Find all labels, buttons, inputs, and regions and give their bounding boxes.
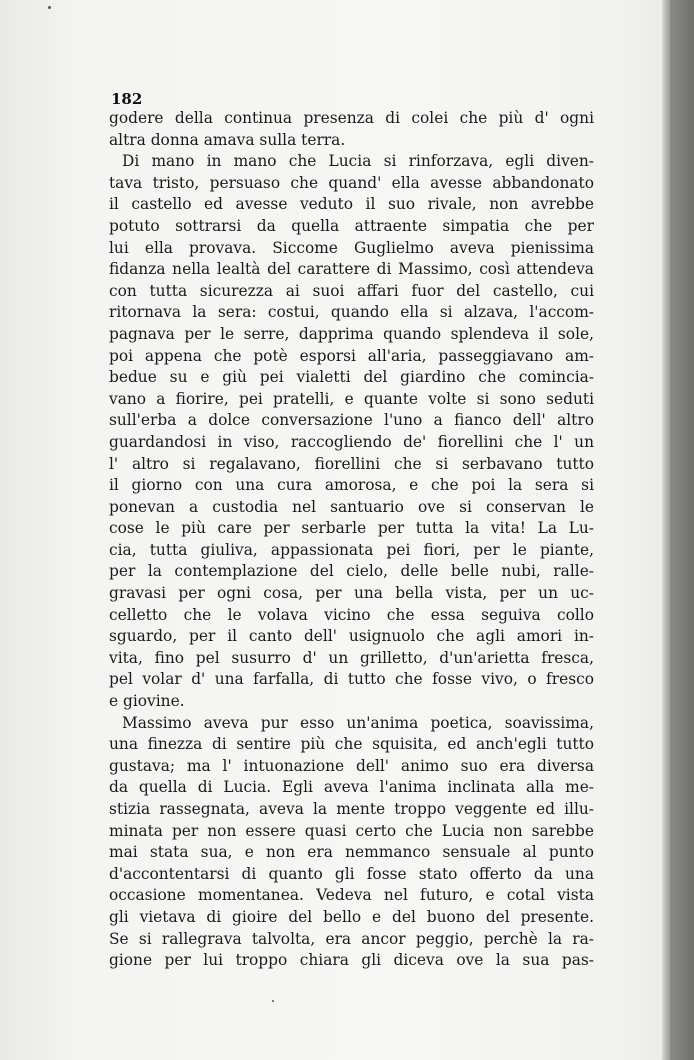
page-text-block — [109, 90, 594, 972]
text-line: vano a fiorire, pei pratelli, e quante volte si sono seduti — [109, 389, 594, 408]
paper-speck — [272, 1000, 274, 1002]
text-line: il giorno con una cura amorosa, e che poi la sera si — [109, 476, 594, 495]
text-line: il castello ed avesse veduto il suo rivale, non avrebbe — [109, 195, 594, 214]
text-line: con tutta sicurezza ai suoi affari fuor del castello, cui — [109, 281, 594, 300]
page-edge — [662, 0, 670, 1060]
text-line: stizia rassegnata, aveva la mente troppo veggente ed illu- — [109, 800, 594, 818]
text-line: minata per non essere quasi certo che Lucia non sarebbe — [109, 821, 594, 840]
text-line: cia, tutta giuliva, appassionata pei fiori, per le piante, — [109, 540, 594, 559]
text-line: ritornava la sera: costui, quando ella si alzava, l'accom- — [109, 303, 594, 322]
paper-speck — [48, 6, 51, 9]
text-line: cose le più care per serbarle per tutta la vita! La Lu- — [109, 519, 594, 538]
text-line: tava tristo, persuaso che quand' ella avesse abbandonato — [109, 173, 594, 192]
text-line: Di mano in mano che Lucia si rinforzava, egli diven- — [122, 152, 594, 171]
text-line: fidanza nella lealtà del carattere di Massimo, così attendeva — [109, 260, 594, 279]
text-line: poi appena che potè esporsi all'aria, passeggiavano am- — [109, 346, 594, 365]
text-line: per la contemplazione del cielo, delle belle nubi, ralle- — [109, 562, 594, 581]
text-line: e giovine. — [109, 692, 185, 711]
text-line: guardandosi in viso, raccogliendo de' fiorellini che l' un — [109, 432, 594, 451]
text-line: mai stata sua, e non era nemmanco sensuale al punto — [109, 843, 594, 862]
text-line: Massimo aveva pur esso un'anima poetica, soavissima, — [122, 713, 594, 732]
text-line: ponevan a custodia nel santuario ove si conservan le — [109, 497, 594, 516]
text-line: pagnava per le serre, dapprima quando splendeva il sole, — [109, 324, 594, 343]
text-line: bedue su e giù pei vialetti del giardino che comincia- — [109, 368, 594, 387]
text-line: potuto sottrarsi da quella attraente simpatia che per — [109, 216, 594, 235]
text-line: gione per lui troppo chiara gli diceva ove la sua pas- — [109, 951, 594, 970]
text-line: lui ella provava. Siccome Guglielmo aveva pienissima — [109, 238, 594, 257]
text-line: gli vietava di gioire del bello e del buono del presente. — [109, 907, 594, 926]
text-line: Se si rallegrava talvolta, era ancor peggio, perchè la ra- — [109, 929, 594, 948]
text-line: pel volar d' una farfalla, di tutto che fosse vivo, o fresco — [109, 670, 594, 689]
page-number: 182 — [111, 90, 143, 108]
text-line: sull'erba a dolce conversazione l'uno a fianco dell' altro — [109, 411, 594, 430]
text-line: gravasi per ogni cosa, per una bella vista, per un uc- — [109, 584, 594, 603]
text-line: altra donna amava sulla terra. — [109, 130, 346, 149]
text-line: vita, fino pel susurro d' un grilletto, d'un'arietta fresca, — [109, 648, 594, 667]
text-line: una finezza di sentire più che squisita, ed anch'egli tutto — [109, 735, 594, 754]
text-line: l' altro si regalavano, fiorellini che si serbavano tutto — [109, 454, 594, 473]
text-line: d'accontentarsi di quanto gli fosse stato offerto da una — [109, 864, 594, 883]
text-line: celletto che le volava vicino che essa seguiva collo — [109, 605, 594, 624]
text-line: gustava; ma l' intuonazione dell' animo suo era diversa — [109, 756, 594, 775]
text-lines — [109, 108, 594, 972]
binding-shadow — [670, 0, 694, 1060]
text-line: sguardo, per il canto dell' usignuolo che agli amori in- — [109, 627, 594, 646]
text-line: godere della continua presenza di colei che più d' ogni — [109, 109, 594, 127]
text-line: da quella di Lucia. Egli aveva l'anima inclinata alla me- — [109, 778, 594, 797]
text-line: occasione momentanea. Vedeva nel futuro, e cotal vista — [109, 886, 594, 905]
